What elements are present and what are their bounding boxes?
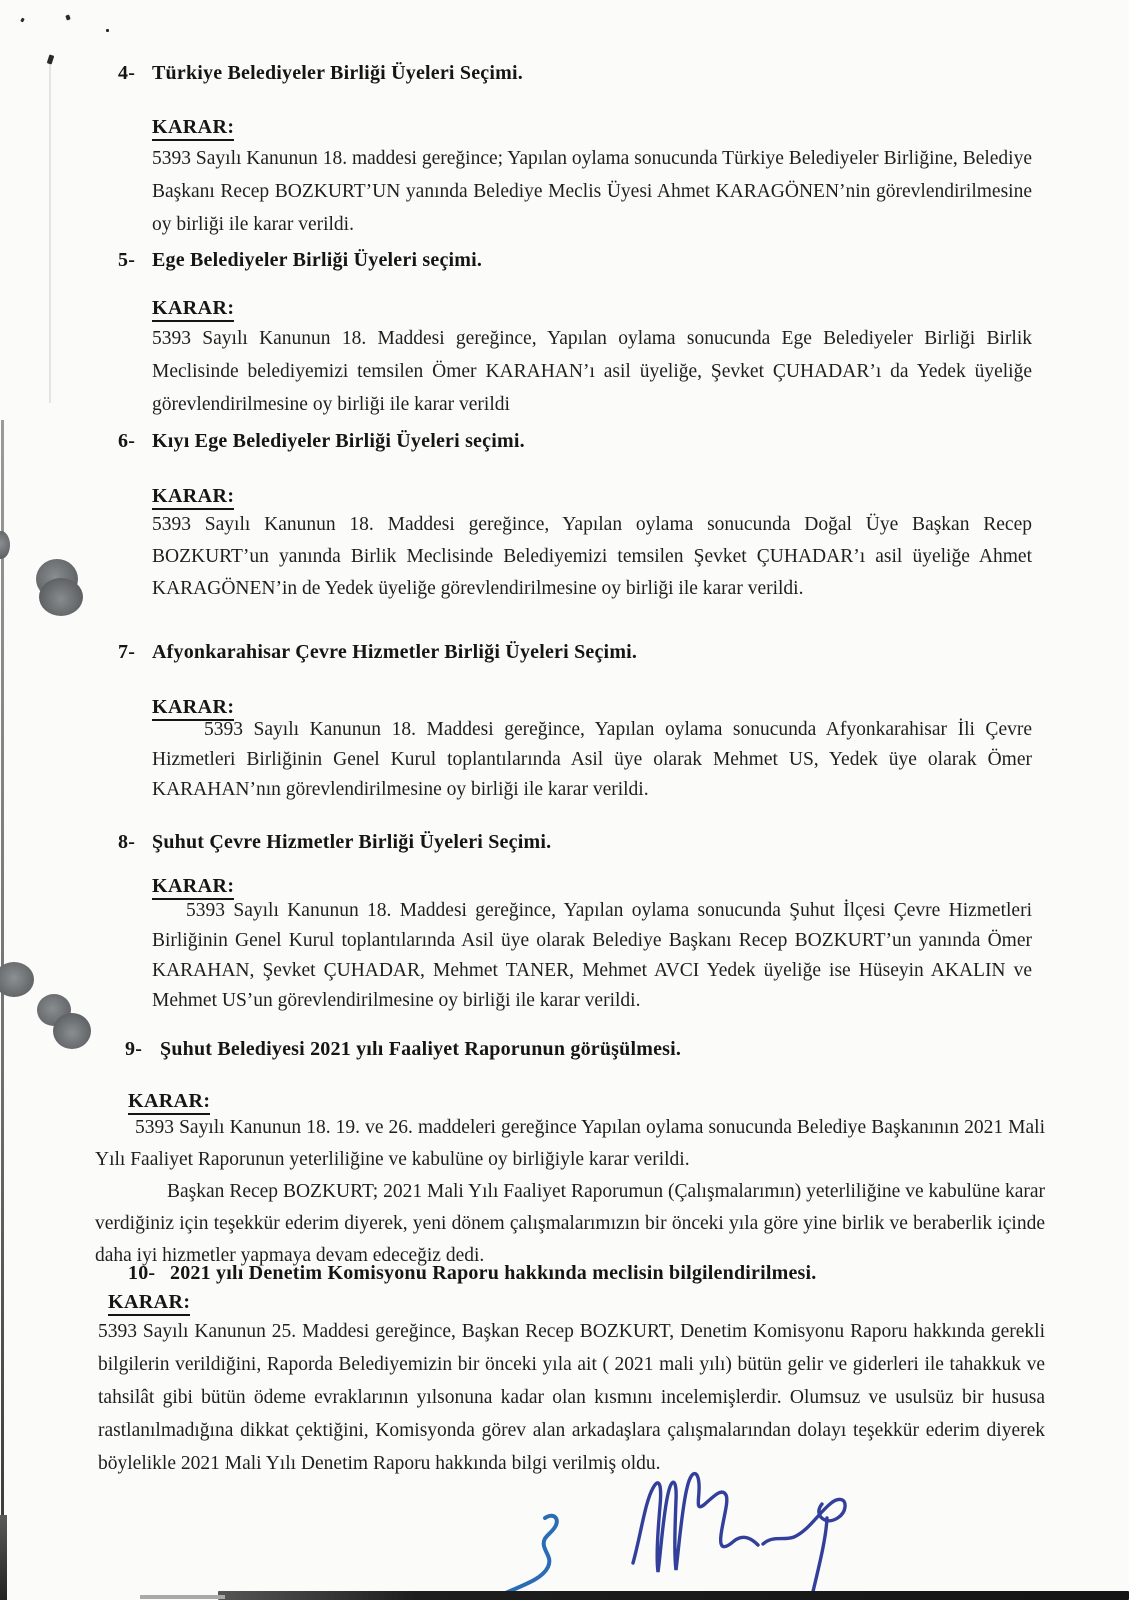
item-9-heading [125, 1038, 681, 1061]
item-7-title: Afyonkarahisar Çevre Hizmetler Birliği Üyeleri Seçimi. [152, 641, 638, 663]
item-5-karar-label: KARAR: [152, 297, 234, 320]
item-9-mayor-remarks-text: Başkan Recep BOZKURT; 2021 Mali Yılı Faaliyet Raporumun (Çalışmalarımın) yeterliliğine ve kabulüne karar verdiğiniz için teşekkür ederim diyerek, yeni dönem çalışmalarımızın bir önceki yıla göre yine birlik ve beraberlik içinde daha iyi hizmetler yapmaya devam edeceğiz dedi. [95, 1181, 1045, 1266]
item-7-decision-text: 5393 Sayılı Kanunun 18. Maddesi gereğince, Yapılan oylama sonucunda Afyonkarahisar İli Çevre Hizmetleri Birliğinin Genel Kurul toplantılarında Asil üye olarak Mehmet US, Yedek üye olarak Ömer KARAHAN’nın görevlendirilmesine oy birliği ile karar verildi. [152, 719, 1032, 800]
item-7-number: 7- [118, 641, 136, 663]
item-10-number: 10- [128, 1262, 156, 1284]
item-9-decision-text: 5393 Sayılı Kanunun 18. 19. ve 26. maddeleri gereğince Yapılan oylama sonucunda Belediye Başkanının 2021 Mali Yılı Faaliyet Raporunun yeterliliğine ve kabulüne oy birliğiyle karar verildi. [95, 1117, 1045, 1170]
scan-bottom-left-edge [0, 1515, 7, 1600]
item-6-title: Kıyı Ege Belediyeler Birliği Üyeleri seçimi. [152, 430, 525, 452]
punch-hole-mark [39, 578, 83, 616]
item-4-heading [118, 62, 523, 85]
item-6-heading [118, 430, 525, 453]
item-10-karar-label: KARAR: [108, 1291, 190, 1314]
scan-speck [47, 54, 55, 64]
item-5-heading [118, 249, 482, 272]
punch-hole-mark [53, 1013, 91, 1049]
item-8-title: Şuhut Çevre Hizmetler Birliği Üyeleri Seçimi. [152, 831, 552, 853]
item-4-karar-label: KARAR: [152, 116, 234, 139]
item-10-title: 2021 yılı Denetim Komisyonu Raporu hakkında meclisin bilgilendirilmesi. [170, 1262, 817, 1284]
paper-crease [49, 58, 51, 403]
item-5-title: Ege Belediyeler Birliği Üyeleri seçimi. [152, 249, 483, 271]
scan-bottom-edge-strip [218, 1591, 1129, 1600]
item-8-number: 8- [118, 831, 136, 853]
scan-speck [20, 18, 25, 23]
item-8-decision-text: 5393 Sayılı Kanunun 18. Maddesi gereğince, Yapılan oylama sonucunda Şuhut İlçesi Çevre Hizmetleri Birliğinin Genel Kurul toplantılarında Asil üye olarak Belediye Başkanı Recep BOZKURT’un yanında Ömer KARAHAN, Şevket ÇUHADAR, Mehmet TANER, Mehmet AVCI Yedek üyeliğe ise Hüseyin AKALIN ve Mehmet US’un görevlendirilmesine oy birliği ile karar verildi. [152, 900, 1032, 1011]
item-7-heading [118, 641, 637, 664]
scan-bottom-edge-strip-faint [140, 1595, 225, 1599]
item-9-karar-label: KARAR: [128, 1090, 210, 1113]
item-6-karar-label: KARAR: [152, 485, 234, 508]
item-7-karar-label: KARAR: [152, 696, 234, 719]
signature-ink [475, 1422, 855, 1600]
punch-hole-mark [0, 531, 10, 559]
item-4-decision-text: 5393 Sayılı Kanunun 18. maddesi gereğince; Yapılan oylama sonucunda Türkiye Belediyeler Birliğine, Belediye Başkanı Recep BOZKURT’UN yanında Belediye Meclis Üyesi Ahmet KARAGÖNEN’nin görevlendirilmesine oy birliği ile karar verildi. [152, 148, 1032, 235]
item-5-number: 5- [118, 249, 136, 271]
scan-speck [106, 29, 109, 32]
item-6-decision-text: 5393 Sayılı Kanunun 18. Maddesi gereğince, Yapılan oylama sonucunda Doğal Üye Başkan Recep BOZKURT’un yanında Birlik Meclisinde Belediyemizi temsilen Şevket ÇUHADAR’ı asil üyeliğe Ahmet KARAGÖNEN’in de Yedek üyeliğe görevlendirilmesine oy birliği ile karar verildi. [152, 514, 1032, 599]
item-9-number: 9- [125, 1038, 143, 1060]
scan-speck [65, 14, 70, 20]
item-10-decision-text: 5393 Sayılı Kanunun 25. Maddesi gereğince, Başkan Recep BOZKURT, Denetim Komisyonu Raporu hakkında gerekli bilgilerin verildiğini, Raporda Belediyemizin bir önceki yıla ait ( 2021 mali yılı) bütün gelir ve giderleri ile tahakkuk ve tahsilât gibi bütün ödeme evraklarının yılsonuna kadar olan kısmını incelemişlerdir. Olumsuz ve usulsüz bir hususa rastlanılmadığına dikkat çektiğini, Komisyonda görev alan arkadaşlara çalışmalarından dolayı teşekkür ederim diyerek böylelikle 2021 Mali Yılı Denetim Raporu hakkında bilgi verilmiş oldu. [98, 1321, 1045, 1474]
item-8-heading [118, 831, 551, 854]
item-4-title: Türkiye Belediyeler Birliği Üyeleri Seçimi. [152, 62, 523, 84]
item-9-title: Şuhut Belediyesi 2021 yılı Faaliyet Raporunun görüşülmesi. [160, 1038, 682, 1060]
item-4-number: 4- [118, 62, 136, 84]
item-10-heading [128, 1262, 817, 1285]
punch-hole-mark [0, 962, 34, 997]
item-8-karar-label: KARAR: [152, 875, 234, 898]
item-6-number: 6- [118, 430, 136, 452]
item-5-decision-text: 5393 Sayılı Kanunun 18. Maddesi gereğince, Yapılan oylama sonucunda Ege Belediyeler Birliği Birlik Meclisinde belediyemizi temsilen Ömer KARAHAN’ı asil üyeliğe, Şevket ÇUHADAR’ı da Yedek üyeliğe görevlendirilmesine oy birliği ile karar verildi [152, 328, 1032, 415]
